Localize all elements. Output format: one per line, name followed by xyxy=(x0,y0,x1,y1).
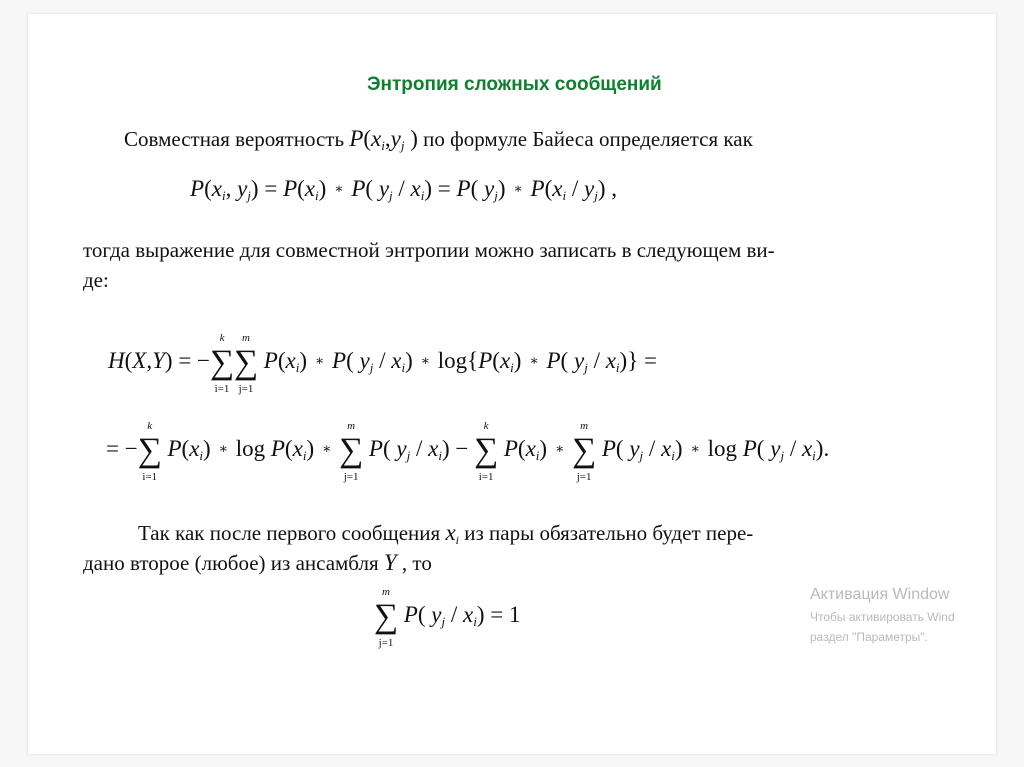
joint-probability-symbol: $P(x_i,y_j$ ) xyxy=(349,126,418,153)
variable-Y: Y xyxy=(383,550,397,575)
paragraph-conclusion-line2 xyxy=(83,550,432,576)
normalization-formula: m ∑ j=1 P( $y_j / x_i) = 1$ xyxy=(374,586,521,649)
paragraph-entropy-line2: де: xyxy=(83,268,109,292)
paragraph-bayes-intro xyxy=(124,126,753,154)
entropy-formula-line2: = − k ∑ i=1 $P(x_i)$ ∗ $\log P(x_i)$ ∗ m ∑ j=1 P( $y_j / x_i$) − k ∑ i=1 $P(x_i)$ ∗ m ∑ j=1 P( $y_j / x_i$) ∗ log P( $y_j / x_i$). xyxy=(106,420,830,483)
sum-symbol: m ∑ j=1 xyxy=(572,420,597,483)
paragraph-entropy-line1: тогда выражение для совместной энтропии можно записать в следующем ви- xyxy=(83,238,775,262)
sum-symbol: k ∑ i=1 xyxy=(474,420,499,483)
watermark-line3: раздел "Параметры". xyxy=(810,630,928,644)
sum-symbol: k ∑ i=1 xyxy=(137,420,162,483)
entropy-formula-line1: H(X,Y) = − k ∑ i=1 m ∑ j=1 $P(x_i)$ ∗ P( $y_j / x_i$) ∗ $\log\{P(x_i)$ ∗ P( $y_j / x_i$)} = xyxy=(108,332,657,395)
paragraph-text: из пары обязательно будет пере- xyxy=(464,521,754,545)
sum-symbol: m ∑ j=1 xyxy=(374,586,399,649)
sum-symbol: k ∑ i=1 xyxy=(210,332,235,395)
paragraph-conclusion-line1 xyxy=(138,520,753,548)
paragraph-text: дано второе (любое) из ансамбля xyxy=(83,551,379,575)
sum-symbol: m ∑ j=1 xyxy=(234,332,259,395)
sum-symbol: m ∑ j=1 xyxy=(339,420,364,483)
paragraph-text-after: по формуле Байеса определяется как xyxy=(423,127,753,151)
slide-title: Энтропия сложных сообщений xyxy=(367,74,662,95)
variable-xi: $x_i$ xyxy=(445,520,459,547)
watermark-line2: Чтобы активировать Wind xyxy=(810,610,955,624)
watermark-line1: Активация Window xyxy=(810,586,950,603)
slide xyxy=(28,14,996,754)
paragraph-text: , то xyxy=(401,551,432,575)
paragraph-text: Совместная вероятность xyxy=(124,127,345,151)
bayes-formula: $P(x_i$, $y_j) = P(x_i)$ ∗ P( $y_j / x_i) = P$( $y_j$) ∗ $P(x_i / y_j)$ , xyxy=(190,176,618,203)
paragraph-text: Так как после первого сообщения xyxy=(138,521,441,545)
